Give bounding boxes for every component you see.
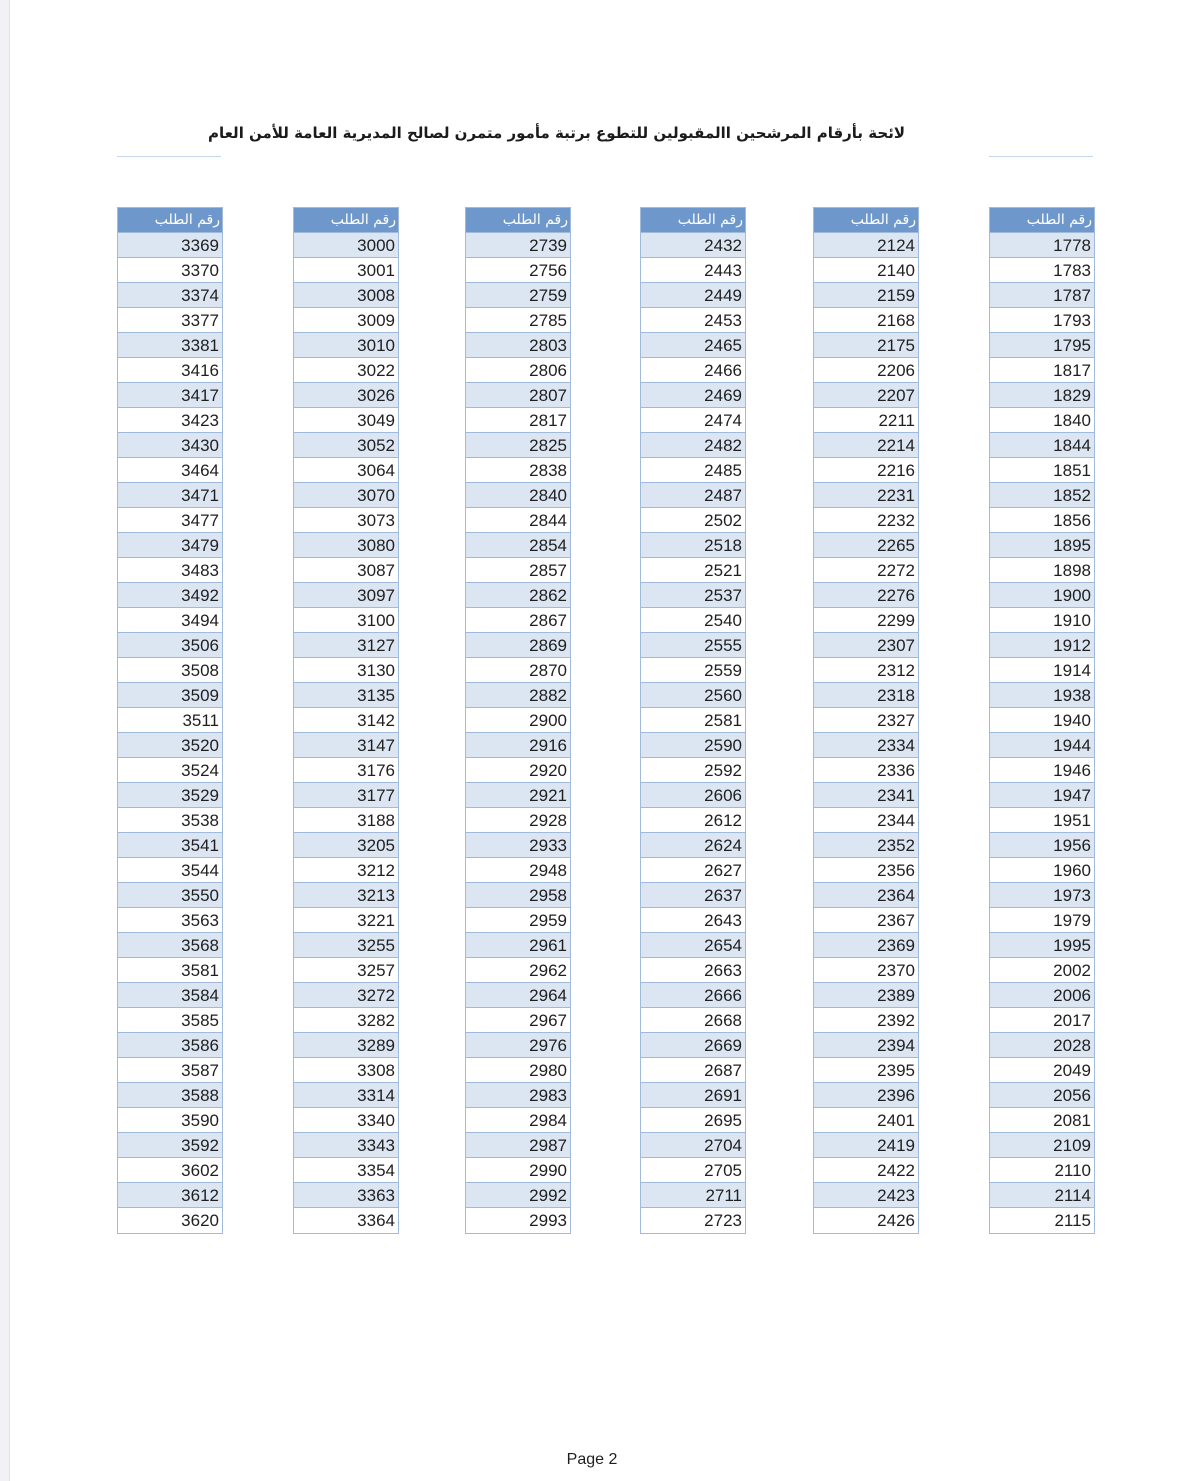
request-number-cell: 2272 — [814, 558, 918, 583]
request-number-cell: 3022 — [294, 358, 398, 383]
request-number-cell: 2006 — [990, 983, 1094, 1008]
request-number-cell: 2017 — [990, 1008, 1094, 1033]
request-number-cell: 1914 — [990, 658, 1094, 683]
request-number-cell: 2395 — [814, 1058, 918, 1083]
request-number-cell: 2443 — [641, 258, 745, 283]
request-number-cell: 2231 — [814, 483, 918, 508]
request-number-cell: 2453 — [641, 308, 745, 333]
request-number-cell: 2928 — [466, 808, 570, 833]
request-number-cell: 2987 — [466, 1133, 570, 1158]
request-number-cell: 3000 — [294, 233, 398, 258]
request-number-cell: 1946 — [990, 758, 1094, 783]
request-number-cell: 2759 — [466, 283, 570, 308]
request-number-cell: 2854 — [466, 533, 570, 558]
request-number-cell: 2643 — [641, 908, 745, 933]
request-number-cell: 1912 — [990, 633, 1094, 658]
request-number-cell: 2449 — [641, 283, 745, 308]
request-number-cell: 3100 — [294, 608, 398, 633]
column-header: رقم الطلب — [990, 208, 1094, 233]
request-number-cell: 2961 — [466, 933, 570, 958]
request-number-cell: 2705 — [641, 1158, 745, 1183]
request-number-column-5 — [813, 207, 919, 1234]
request-number-cell: 3483 — [118, 558, 222, 583]
request-number-cell: 2920 — [466, 758, 570, 783]
request-number-cell: 2002 — [990, 958, 1094, 983]
request-number-cell: 2739 — [466, 233, 570, 258]
request-number-cell: 2857 — [466, 558, 570, 583]
request-number-cell: 2482 — [641, 433, 745, 458]
request-number-cell: 2312 — [814, 658, 918, 683]
request-number-cell: 2654 — [641, 933, 745, 958]
request-number-cell: 2976 — [466, 1033, 570, 1058]
request-number-cell: 1851 — [990, 458, 1094, 483]
request-number-cell: 3586 — [118, 1033, 222, 1058]
request-number-cell: 2216 — [814, 458, 918, 483]
request-number-cell: 2844 — [466, 508, 570, 533]
request-number-cell: 3524 — [118, 758, 222, 783]
request-number-cell: 2704 — [641, 1133, 745, 1158]
request-number-cell: 3590 — [118, 1108, 222, 1133]
request-number-cell: 2948 — [466, 858, 570, 883]
column-header: رقم الطلب — [294, 208, 398, 233]
request-number-cell: 2992 — [466, 1183, 570, 1208]
request-number-cell: 2958 — [466, 883, 570, 908]
request-number-cell: 2862 — [466, 583, 570, 608]
request-number-column-3 — [465, 207, 571, 1234]
request-number-cell: 3282 — [294, 1008, 398, 1033]
request-number-cell: 3587 — [118, 1058, 222, 1083]
request-number-cell: 3257 — [294, 958, 398, 983]
request-number-cell: 2537 — [641, 583, 745, 608]
request-number-cell: 2560 — [641, 683, 745, 708]
column-header: رقم الطلب — [641, 208, 745, 233]
request-number-cell: 2115 — [990, 1208, 1094, 1233]
request-number-cell: 3026 — [294, 383, 398, 408]
request-number-cell: 2110 — [990, 1158, 1094, 1183]
request-number-cell: 3541 — [118, 833, 222, 858]
request-number-cell: 1944 — [990, 733, 1094, 758]
request-number-cell: 1856 — [990, 508, 1094, 533]
request-number-cell: 3212 — [294, 858, 398, 883]
request-number-cell: 3477 — [118, 508, 222, 533]
request-number-column-2 — [293, 207, 399, 1234]
request-number-cell: 2606 — [641, 783, 745, 808]
request-number-cell: 3506 — [118, 633, 222, 658]
request-number-cell: 2669 — [641, 1033, 745, 1058]
request-number-cell: 1900 — [990, 583, 1094, 608]
request-number-cell: 2806 — [466, 358, 570, 383]
request-number-cell: 2840 — [466, 483, 570, 508]
request-number-cell: 2124 — [814, 233, 918, 258]
request-number-cell: 3080 — [294, 533, 398, 558]
request-number-cell: 2474 — [641, 408, 745, 433]
request-number-cell: 2049 — [990, 1058, 1094, 1083]
request-number-cell: 2803 — [466, 333, 570, 358]
request-number-cell: 3363 — [294, 1183, 398, 1208]
request-number-cell: 2807 — [466, 383, 570, 408]
request-number-cell: 3205 — [294, 833, 398, 858]
request-number-cell: 2668 — [641, 1008, 745, 1033]
request-number-cell: 1951 — [990, 808, 1094, 833]
request-number-cell: 2214 — [814, 433, 918, 458]
request-number-cell: 3010 — [294, 333, 398, 358]
request-number-cell: 3612 — [118, 1183, 222, 1208]
request-number-cell: 3314 — [294, 1083, 398, 1108]
request-number-cell: 2369 — [814, 933, 918, 958]
request-number-cell: 3064 — [294, 458, 398, 483]
request-number-cell: 2299 — [814, 608, 918, 633]
request-number-cell: 3602 — [118, 1158, 222, 1183]
request-number-cell: 3479 — [118, 533, 222, 558]
request-number-cell: 2341 — [814, 783, 918, 808]
request-number-cell: 3008 — [294, 283, 398, 308]
request-number-cell: 2419 — [814, 1133, 918, 1158]
request-number-cell: 3177 — [294, 783, 398, 808]
request-number-cell: 2687 — [641, 1058, 745, 1083]
request-number-cell: 2691 — [641, 1083, 745, 1108]
title-rule-right — [989, 156, 1093, 157]
request-number-cell: 3581 — [118, 958, 222, 983]
column-header: رقم الطلب — [466, 208, 570, 233]
request-number-cell: 3620 — [118, 1208, 222, 1233]
request-number-cell: 2990 — [466, 1158, 570, 1183]
request-number-cell: 3308 — [294, 1058, 398, 1083]
request-number-cell: 2159 — [814, 283, 918, 308]
request-number-cell: 1783 — [990, 258, 1094, 283]
request-number-column-4 — [640, 207, 746, 1234]
request-number-cell: 3544 — [118, 858, 222, 883]
request-number-cell: 2114 — [990, 1183, 1094, 1208]
request-number-cell: 2056 — [990, 1083, 1094, 1108]
request-number-cell: 3374 — [118, 283, 222, 308]
request-number-cell: 2637 — [641, 883, 745, 908]
request-number-cell: 3538 — [118, 808, 222, 833]
request-number-cell: 2465 — [641, 333, 745, 358]
request-number-cell: 3417 — [118, 383, 222, 408]
request-number-cell: 2389 — [814, 983, 918, 1008]
request-number-cell: 2785 — [466, 308, 570, 333]
request-number-cell: 2327 — [814, 708, 918, 733]
request-number-cell: 2367 — [814, 908, 918, 933]
request-number-cell: 2081 — [990, 1108, 1094, 1133]
request-number-cell: 3364 — [294, 1208, 398, 1233]
request-number-cell: 2140 — [814, 258, 918, 283]
request-number-cell: 3049 — [294, 408, 398, 433]
title-rule-left — [117, 156, 221, 157]
request-number-cell: 2916 — [466, 733, 570, 758]
page-title: لائحة بأرقام المرشحين االمقبولين للتطوع برتبة مأمور متمرن لصالح المديرية العامة للأمن العام — [207, 124, 905, 142]
request-number-cell: 2422 — [814, 1158, 918, 1183]
request-number-cell: 2265 — [814, 533, 918, 558]
request-number-cell: 2109 — [990, 1133, 1094, 1158]
request-number-cell: 3221 — [294, 908, 398, 933]
request-number-cell: 3430 — [118, 433, 222, 458]
request-number-cell: 3377 — [118, 308, 222, 333]
request-number-cell: 2559 — [641, 658, 745, 683]
request-number-cell: 2426 — [814, 1208, 918, 1233]
request-number-cell: 3176 — [294, 758, 398, 783]
request-number-cell: 1898 — [990, 558, 1094, 583]
request-number-cell: 3001 — [294, 258, 398, 283]
request-number-cell: 3188 — [294, 808, 398, 833]
request-number-cell: 3343 — [294, 1133, 398, 1158]
request-number-cell: 2882 — [466, 683, 570, 708]
request-number-cell: 3511 — [118, 708, 222, 733]
request-number-cell: 2423 — [814, 1183, 918, 1208]
request-number-cell: 3354 — [294, 1158, 398, 1183]
request-number-cell: 2983 — [466, 1083, 570, 1108]
request-number-cell: 2612 — [641, 808, 745, 833]
request-number-cell: 3070 — [294, 483, 398, 508]
request-number-cell: 2555 — [641, 633, 745, 658]
request-number-cell: 1979 — [990, 908, 1094, 933]
request-number-cell: 2592 — [641, 758, 745, 783]
request-number-cell: 3369 — [118, 233, 222, 258]
request-number-cell: 1938 — [990, 683, 1094, 708]
request-number-cell: 2168 — [814, 308, 918, 333]
request-number-cell: 2756 — [466, 258, 570, 283]
request-number-cell: 2394 — [814, 1033, 918, 1058]
request-number-cell: 2392 — [814, 1008, 918, 1033]
request-number-cell: 3585 — [118, 1008, 222, 1033]
request-number-cell: 3423 — [118, 408, 222, 433]
request-number-cell: 2921 — [466, 783, 570, 808]
request-number-cell: 1956 — [990, 833, 1094, 858]
request-number-cell: 2466 — [641, 358, 745, 383]
request-number-cell: 3550 — [118, 883, 222, 908]
request-number-cell: 2590 — [641, 733, 745, 758]
request-number-cell: 1940 — [990, 708, 1094, 733]
request-number-cell: 2344 — [814, 808, 918, 833]
request-number-cell: 2964 — [466, 983, 570, 1008]
request-number-cell: 1840 — [990, 408, 1094, 433]
request-number-cell: 3272 — [294, 983, 398, 1008]
request-number-cell: 2900 — [466, 708, 570, 733]
request-number-cell: 3073 — [294, 508, 398, 533]
request-number-cell: 3592 — [118, 1133, 222, 1158]
request-number-cell: 2867 — [466, 608, 570, 633]
request-number-cell: 1895 — [990, 533, 1094, 558]
request-number-cell: 2817 — [466, 408, 570, 433]
request-number-cell: 3563 — [118, 908, 222, 933]
request-number-cell: 1795 — [990, 333, 1094, 358]
request-number-cell: 2207 — [814, 383, 918, 408]
request-number-cell: 2518 — [641, 533, 745, 558]
request-number-cell: 3568 — [118, 933, 222, 958]
request-number-cell: 1852 — [990, 483, 1094, 508]
request-number-cell: 3381 — [118, 333, 222, 358]
request-number-cell: 2825 — [466, 433, 570, 458]
request-number-cell: 2232 — [814, 508, 918, 533]
request-number-cell: 3416 — [118, 358, 222, 383]
request-number-cell: 2487 — [641, 483, 745, 508]
request-number-cell: 2485 — [641, 458, 745, 483]
request-number-cell: 2666 — [641, 983, 745, 1008]
request-number-cell: 1844 — [990, 433, 1094, 458]
request-number-cell: 2984 — [466, 1108, 570, 1133]
request-number-cell: 3127 — [294, 633, 398, 658]
page-number: Page 2 — [566, 1451, 618, 1468]
request-number-cell: 2336 — [814, 758, 918, 783]
request-number-cell: 1829 — [990, 383, 1094, 408]
request-number-cell: 3130 — [294, 658, 398, 683]
request-number-cell: 2869 — [466, 633, 570, 658]
request-number-cell: 2307 — [814, 633, 918, 658]
request-number-column-1 — [117, 207, 223, 1234]
request-number-cell: 2028 — [990, 1033, 1094, 1058]
request-number-cell: 3529 — [118, 783, 222, 808]
request-number-cell: 3464 — [118, 458, 222, 483]
request-number-cell: 1817 — [990, 358, 1094, 383]
column-header: رقم الطلب — [814, 208, 918, 233]
request-number-cell: 2959 — [466, 908, 570, 933]
request-number-cell: 2967 — [466, 1008, 570, 1033]
request-number-cell: 2723 — [641, 1208, 745, 1233]
request-number-cell: 1947 — [990, 783, 1094, 808]
request-number-cell: 2206 — [814, 358, 918, 383]
request-number-cell: 3289 — [294, 1033, 398, 1058]
request-number-cell: 2370 — [814, 958, 918, 983]
request-number-cell: 3255 — [294, 933, 398, 958]
request-number-cell: 2352 — [814, 833, 918, 858]
request-number-cell: 2663 — [641, 958, 745, 983]
request-number-cell: 3508 — [118, 658, 222, 683]
request-number-cell: 3509 — [118, 683, 222, 708]
request-number-cell: 1960 — [990, 858, 1094, 883]
request-number-cell: 2276 — [814, 583, 918, 608]
request-number-cell: 3052 — [294, 433, 398, 458]
request-number-cell: 3097 — [294, 583, 398, 608]
request-number-cell: 2627 — [641, 858, 745, 883]
request-number-column-6 — [989, 207, 1095, 1234]
request-number-cell: 2432 — [641, 233, 745, 258]
request-number-cell: 2521 — [641, 558, 745, 583]
request-number-cell: 3142 — [294, 708, 398, 733]
request-number-cell: 3213 — [294, 883, 398, 908]
request-number-cell: 2175 — [814, 333, 918, 358]
request-number-cell: 2980 — [466, 1058, 570, 1083]
request-number-cell: 3340 — [294, 1108, 398, 1133]
request-number-cell: 3588 — [118, 1083, 222, 1108]
request-number-cell: 3135 — [294, 683, 398, 708]
request-number-cell: 3087 — [294, 558, 398, 583]
request-number-cell: 2838 — [466, 458, 570, 483]
request-number-cell: 2318 — [814, 683, 918, 708]
request-number-cell: 1995 — [990, 933, 1094, 958]
request-number-cell: 3471 — [118, 483, 222, 508]
request-number-cell: 2540 — [641, 608, 745, 633]
request-number-cell: 2870 — [466, 658, 570, 683]
request-number-cell: 2334 — [814, 733, 918, 758]
request-number-cell: 1910 — [990, 608, 1094, 633]
request-number-cell: 2624 — [641, 833, 745, 858]
request-number-cell: 2502 — [641, 508, 745, 533]
request-number-cell: 1973 — [990, 883, 1094, 908]
request-number-cell: 2469 — [641, 383, 745, 408]
request-number-cell: 2211 — [814, 408, 918, 433]
request-number-cell: 2364 — [814, 883, 918, 908]
request-number-cell: 2962 — [466, 958, 570, 983]
request-number-cell: 3584 — [118, 983, 222, 1008]
request-number-cell: 3520 — [118, 733, 222, 758]
request-number-cell: 2695 — [641, 1108, 745, 1133]
request-number-cell: 3370 — [118, 258, 222, 283]
request-number-cell: 3492 — [118, 583, 222, 608]
request-number-cell: 3147 — [294, 733, 398, 758]
request-number-cell: 1778 — [990, 233, 1094, 258]
request-number-cell: 2993 — [466, 1208, 570, 1233]
request-number-cell: 2711 — [641, 1183, 745, 1208]
column-header: رقم الطلب — [118, 208, 222, 233]
request-number-cell: 2933 — [466, 833, 570, 858]
request-number-cell: 2396 — [814, 1083, 918, 1108]
request-number-cell: 2356 — [814, 858, 918, 883]
request-number-cell: 3009 — [294, 308, 398, 333]
request-number-cell: 1793 — [990, 308, 1094, 333]
request-number-cell: 2401 — [814, 1108, 918, 1133]
request-number-cell: 2581 — [641, 708, 745, 733]
request-number-cell: 1787 — [990, 283, 1094, 308]
request-number-cell: 3494 — [118, 608, 222, 633]
